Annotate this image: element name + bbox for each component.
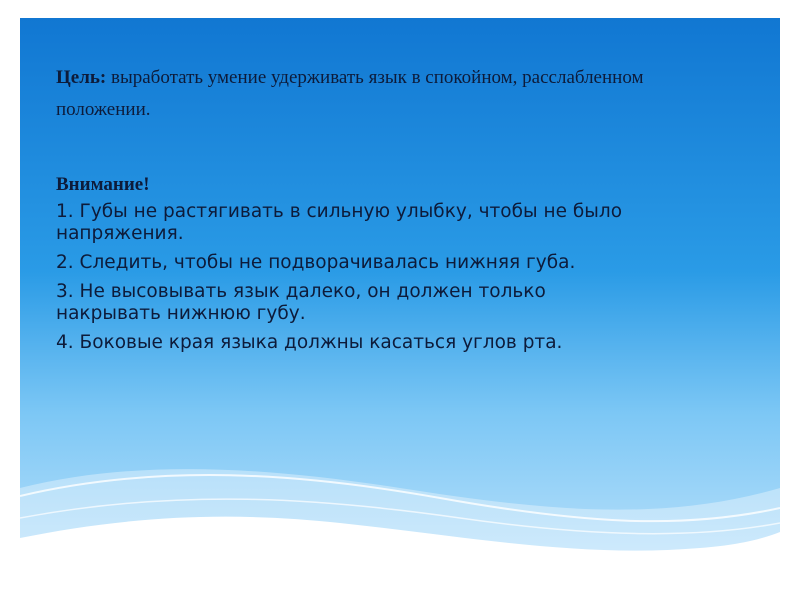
- attention-heading: Внимание!: [56, 174, 150, 195]
- slide-content: [56, 62, 716, 361]
- goal-text: выработать умение удерживать язык в спокойном, расслабленном положении.: [56, 67, 644, 120]
- list-item: 1. Губы не растягивать в сильную улыбку, чтобы не было напряжения.: [56, 201, 623, 244]
- goal-label: Цель:: [56, 67, 107, 88]
- slide: [20, 18, 780, 582]
- list-item: 2. Следить, чтобы не подворачивалась нижняя губа.: [56, 252, 576, 273]
- goal-paragraph: [56, 62, 716, 126]
- list-item: 3. Не высовывать язык далеко, он должен только накрывать нижнюю губу.: [56, 281, 546, 324]
- list-item: 4. Боковые края языка должны касаться углов рта.: [56, 332, 563, 353]
- instructions-list: [56, 201, 656, 354]
